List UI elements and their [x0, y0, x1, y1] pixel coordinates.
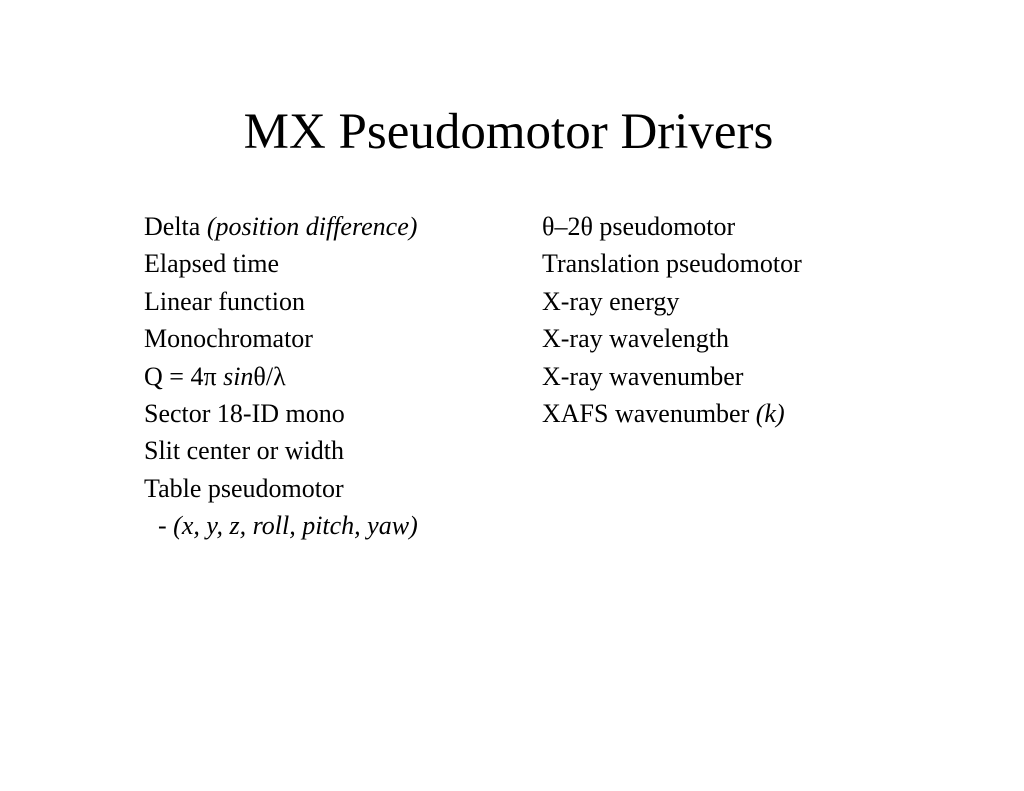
xafs-note: (k)	[755, 398, 785, 428]
right-driver-list	[542, 208, 802, 432]
list-item-translation: Translation pseudomotor	[542, 249, 802, 279]
list-item-slit: Slit center or width	[144, 436, 345, 466]
list-item-linear-function: Linear function	[144, 286, 305, 316]
delta-note: (position difference)	[206, 212, 418, 241]
table-axes-dash: -	[158, 511, 167, 541]
q-formula-prefix: Q = 4π	[144, 361, 217, 391]
list-item-table: Table pseudomotor	[144, 473, 344, 503]
list-item-sector-mono: Sector 18-ID mono	[144, 398, 345, 428]
list-item-table-axes	[144, 507, 418, 544]
left-driver-list	[144, 208, 418, 545]
slide-title: MX Pseudomotor Drivers	[243, 104, 774, 160]
q-formula-suffix: θ/λ	[253, 361, 286, 391]
q-formula-sin: sin	[223, 361, 254, 391]
list-item-xray-wavelength: X-ray wavelength	[542, 324, 729, 354]
list-item-xafs	[542, 395, 802, 432]
list-item-xray-wavenumber: X-ray wavenumber	[542, 361, 744, 391]
list-item-xray-energy: X-ray energy	[542, 286, 680, 316]
xafs-label: XAFS wavenumber	[542, 398, 750, 428]
list-item-delta	[144, 208, 418, 245]
list-item-elapsed-time: Elapsed time	[144, 249, 280, 279]
list-item-monochromator: Monochromator	[144, 324, 313, 354]
list-item-theta-2theta: θ–2θ pseudomotor	[542, 212, 736, 241]
delta-label: Delta	[144, 212, 201, 241]
list-item-q-formula	[144, 358, 418, 395]
table-axes: (x, y, z, roll, pitch, yaw)	[173, 511, 418, 541]
